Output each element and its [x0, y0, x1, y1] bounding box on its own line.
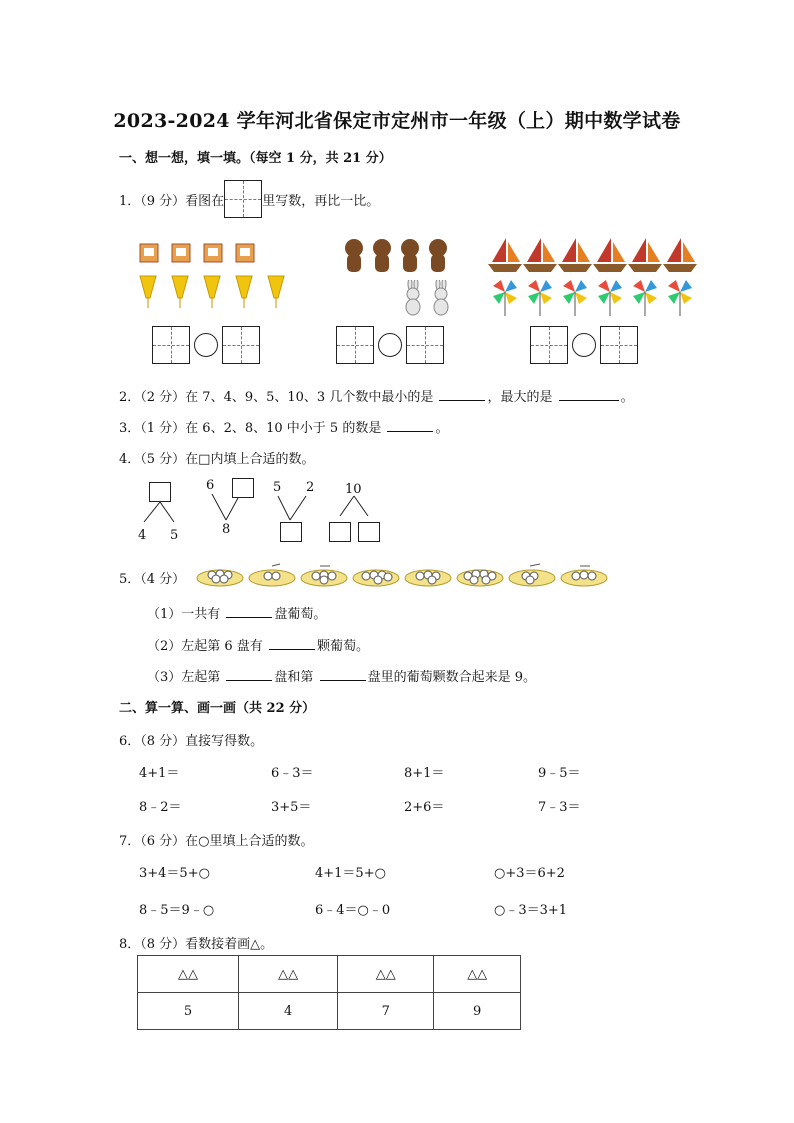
juice-box-icons	[136, 236, 266, 266]
answer-box[interactable]	[329, 522, 351, 542]
question-3: 3．（1 分）在 6、2、8、10 中小于 5 的数是 。	[119, 421, 449, 436]
table-header-cell: △△	[239, 956, 338, 993]
page-title: 2023-2024 学年河北省保定市定州市一年级（上）期中数学试卷	[113, 110, 681, 132]
answer-box[interactable]	[530, 326, 568, 364]
answer-blank[interactable]	[387, 419, 433, 432]
tree1-left-number: 4	[138, 528, 147, 543]
table-header-cell: △△	[434, 956, 521, 993]
rabbit-row	[400, 280, 456, 320]
number-trees	[130, 476, 390, 548]
question-6: 6．（8 分）直接写得数。	[119, 734, 264, 749]
q6-expression: 4+1＝	[139, 766, 180, 781]
q7-expression: 8﹣5＝9﹣○	[139, 903, 215, 918]
answer-box[interactable]	[358, 522, 380, 542]
answer-box[interactable]	[600, 326, 638, 364]
answer-blank[interactable]	[269, 637, 315, 650]
question-2: 2．（2 分）在 7、4、9、5、10、3 几个数中最小的是 ，最大的是 。	[119, 390, 634, 405]
answer-box[interactable]	[280, 522, 302, 542]
writing-box-icon	[224, 180, 262, 218]
juice-box-row	[136, 236, 266, 270]
compare-group-2	[336, 326, 444, 364]
question-5-part-2: （2）左起第 6 盘有 颗葡萄。	[147, 639, 369, 654]
q6-expression: 2+6＝	[404, 800, 445, 815]
answer-blank[interactable]	[320, 668, 366, 681]
compare-circle[interactable]	[378, 333, 402, 357]
triangle-table	[137, 955, 521, 1030]
tree1-right-number: 5	[170, 528, 179, 543]
tree4-top-number: 10	[345, 482, 362, 497]
q6-expression: 7﹣3＝	[538, 800, 581, 815]
tree3-left-number: 5	[273, 480, 282, 495]
pinwheel-icons	[488, 278, 698, 318]
question-4: 4．（5 分）在□内填上合适的数。	[119, 452, 315, 467]
answer-blank[interactable]	[559, 388, 619, 401]
juice-glass-icons	[136, 272, 296, 312]
tree2-bottom-number: 8	[222, 522, 231, 537]
question-5-part-1: （1）一共有 盘葡萄。	[147, 607, 327, 622]
tree3-right-number: 2	[306, 480, 315, 495]
q6-expression: 3+5＝	[271, 800, 312, 815]
sailboat-icons	[488, 236, 698, 276]
q7-expression: 6﹣4＝○﹣0	[315, 903, 391, 918]
answer-box[interactable]	[222, 326, 260, 364]
answer-blank[interactable]	[226, 605, 272, 618]
q6-expression: 8﹣2＝	[139, 800, 182, 815]
compare-circle[interactable]	[194, 333, 218, 357]
tree2-top-number: 6	[206, 478, 215, 493]
q7-expression: 4+1＝5+○	[315, 866, 386, 881]
bear-row	[342, 236, 462, 280]
q6-expression: 8+1＝	[404, 766, 445, 781]
table-row	[138, 956, 521, 993]
rabbit-icons	[400, 280, 456, 316]
bear-icons	[342, 236, 462, 276]
q7-expression: ○+3＝6+2	[494, 866, 565, 881]
section-1-heading: 一、想一想，填一填。（每空 1 分，共 21 分）	[119, 151, 392, 166]
table-cell[interactable]: 4	[239, 993, 338, 1030]
compare-group-1	[152, 326, 260, 364]
table-cell[interactable]: 7	[338, 993, 434, 1030]
grape-plates	[196, 560, 612, 592]
question-8: 8．（8 分）看数接着画△。	[119, 937, 274, 952]
table-row	[138, 993, 521, 1030]
q1-pictures	[136, 236, 696, 368]
compare-circle[interactable]	[572, 333, 596, 357]
question-5: 5．（4 分）	[119, 572, 186, 587]
compare-group-3	[530, 326, 638, 364]
juice-glass-row	[136, 272, 296, 316]
question-7: 7．（6 分）在○里填上合适的数。	[119, 834, 314, 849]
answer-box[interactable]	[232, 478, 254, 498]
section-2-heading: 二、算一算、画一画（共 22 分）	[119, 701, 316, 716]
answer-box[interactable]	[336, 326, 374, 364]
pinwheel-row	[488, 278, 698, 322]
q6-expression: 6﹣3＝	[271, 766, 314, 781]
table-header-cell: △△	[138, 956, 239, 993]
q6-expression: 9﹣5＝	[538, 766, 581, 781]
question-5-part-3: （3）左起第 盘和第 盘里的葡萄颗数合起来是 9。	[147, 670, 536, 685]
table-header-cell: △△	[338, 956, 434, 993]
grape-plate-icons	[196, 560, 612, 588]
q7-expression: 3+4＝5+○	[139, 866, 210, 881]
answer-box[interactable]	[406, 326, 444, 364]
answer-box[interactable]	[149, 482, 171, 502]
table-cell[interactable]: 5	[138, 993, 239, 1030]
answer-blank[interactable]	[439, 388, 485, 401]
answer-box[interactable]	[152, 326, 190, 364]
answer-blank[interactable]	[226, 668, 272, 681]
table-cell[interactable]: 9	[434, 993, 521, 1030]
q7-expression: ○﹣3＝3+1	[494, 903, 568, 918]
question-1: 1．（9 分）看图在 里写数，再比一比。	[119, 180, 379, 218]
boat-row	[488, 236, 698, 280]
